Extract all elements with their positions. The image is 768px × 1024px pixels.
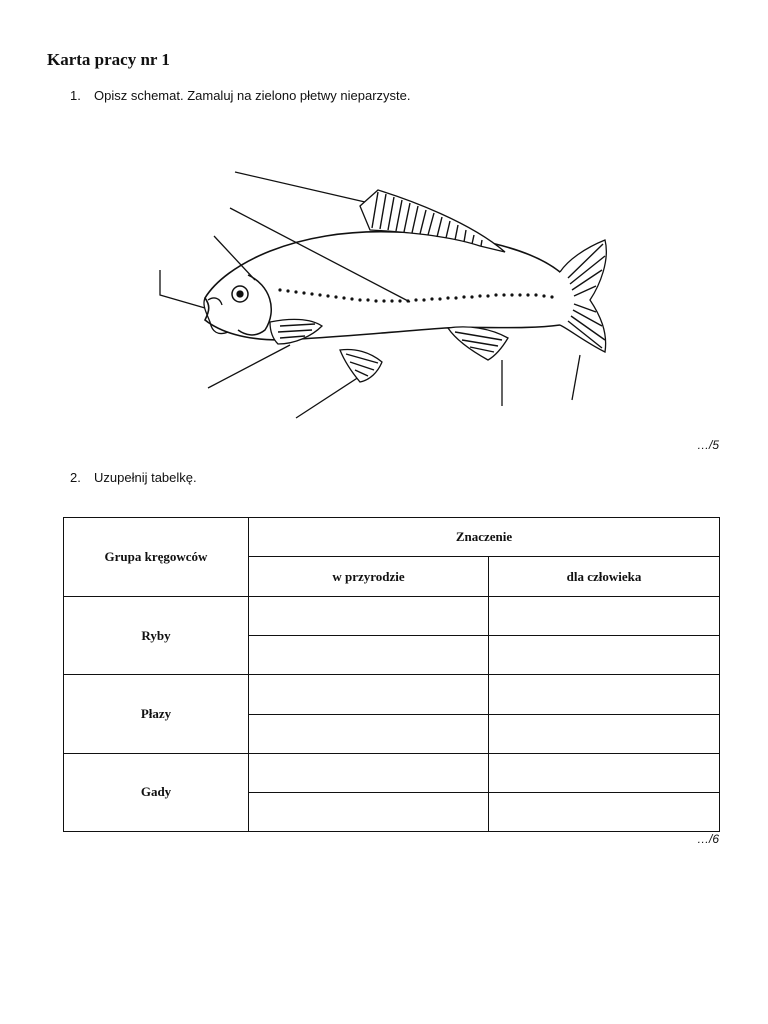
row-label-gady: Gady [64, 753, 249, 831]
answer-cell[interactable] [249, 597, 489, 636]
task-1 [70, 88, 410, 103]
header-group: Grupa kręgowców [64, 518, 249, 597]
answer-cell[interactable] [489, 753, 720, 792]
header-nature: w przyrodzie [249, 557, 489, 597]
answer-cell[interactable] [489, 714, 720, 753]
answer-cell[interactable] [489, 636, 720, 675]
task-2-score: …/6 [697, 832, 720, 846]
row-label-ryby: Ryby [64, 597, 249, 675]
answer-cell[interactable] [249, 792, 489, 831]
task-2 [70, 470, 197, 485]
task-2-text: Uzupełnij tabelkę. [94, 470, 197, 485]
answer-cell[interactable] [489, 597, 720, 636]
task-1-number: 1. [70, 88, 81, 103]
task-1-text: Opisz schemat. Zamaluj na zielono płetwy nieparzyste. [94, 88, 411, 103]
answer-cell[interactable] [249, 675, 489, 714]
task-2-number: 2. [70, 470, 81, 485]
row-label-plazy: Płazy [64, 675, 249, 753]
vertebrates-table [63, 517, 720, 832]
answer-cell[interactable] [249, 714, 489, 753]
answer-cell[interactable] [489, 792, 720, 831]
task-1-score: …/5 [697, 438, 720, 452]
answer-cell[interactable] [249, 753, 489, 792]
answer-cell[interactable] [249, 636, 489, 675]
page-title: Karta pracy nr 1 [47, 50, 170, 69]
header-meaning: Znaczenie [249, 518, 720, 557]
answer-cell[interactable] [489, 675, 720, 714]
fish-diagram-icon [150, 160, 620, 425]
header-human: dla człowieka [489, 557, 720, 597]
